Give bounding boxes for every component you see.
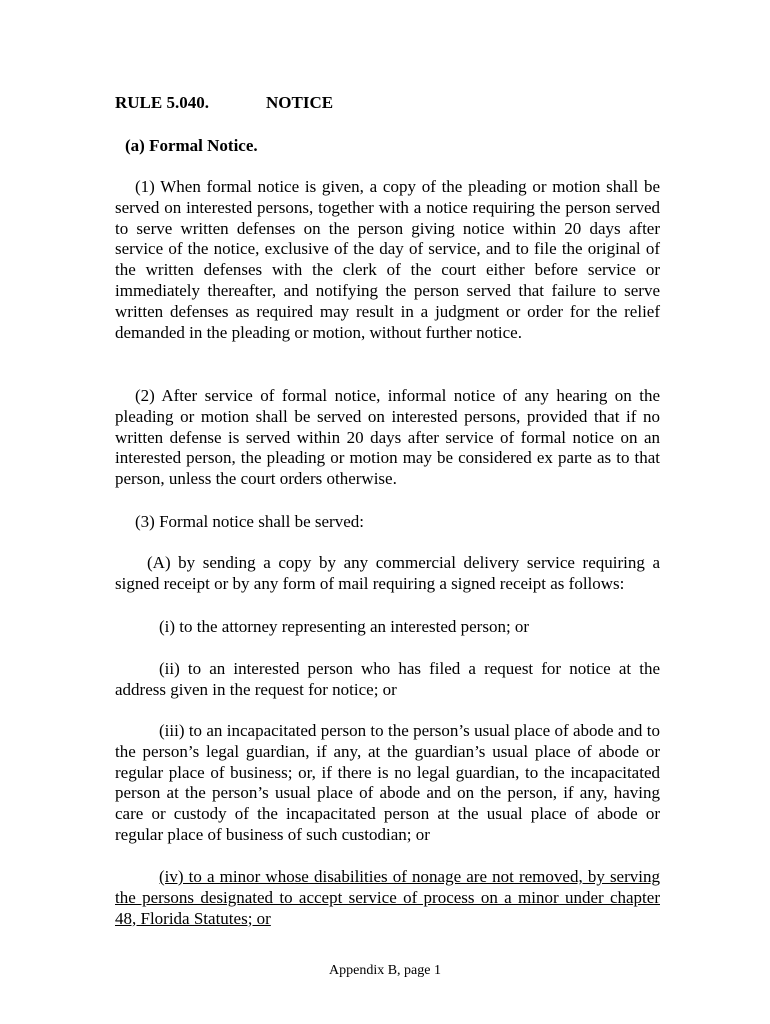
paragraph-3-a: (A) by sending a copy by any commercial delivery service requiring a signed receipt or by any form of mail requiring a signed receipt as follows: [115, 553, 660, 593]
page-footer: Appendix B, page 1 [329, 963, 441, 978]
subsection-heading-formal-notice: (a) Formal Notice. [125, 136, 258, 155]
list-item-iv: (iv) to a minor whose disabilities of nonage are not removed, by serving the persons designated to accept service of process on a minor under chapter 48, Florida Statutes; or [115, 867, 660, 928]
paragraph-2: (2) After service of formal notice, informal notice of any hearing on the pleading or motion shall be served on interested persons, provided that if no written defense is served within 20 days after service of formal notice on an interested person, the pleading or motion may be considered ex parte as to that person, unless the court orders otherwise. [115, 386, 660, 489]
rule-number: RULE 5.040. [115, 93, 209, 112]
rule-title: NOTICE [266, 93, 334, 112]
list-item-i: (i) to the attorney representing an interested person; or [159, 617, 530, 636]
paragraph-1: (1) When formal notice is given, a copy of the pleading or motion shall be served on interested persons, together with a notice requiring the person served to serve written defenses on the person giving notice within 20 days after service of the notice, exclusive of the day of service, and to file the original of the written defenses with the clerk of the court either before service or immediately thereafter, and notifying the person served that failure to serve written defenses as required may result in a judgment or order for the relief demanded in the pleading or motion, without further notice. [115, 177, 660, 342]
paragraph-3: (3) Formal notice shall be served: [135, 512, 364, 531]
list-item-iii: (iii) to an incapacitated person to the person’s usual place of abode and to the person’s legal guardian, if any, at the guardian’s usual place of abode or regular place of business; or, if there is no legal guardian, to the incapacitated person at the person’s usual place of abode and on the person, if any, having care or custody of the incapacitated person at the usual place of abode or regular place of business of such custodian; or [115, 721, 660, 844]
list-item-ii: (ii) to an interested person who has filed a request for notice at the address given in the request for notice; or [115, 659, 660, 699]
rule-heading [115, 93, 333, 114]
